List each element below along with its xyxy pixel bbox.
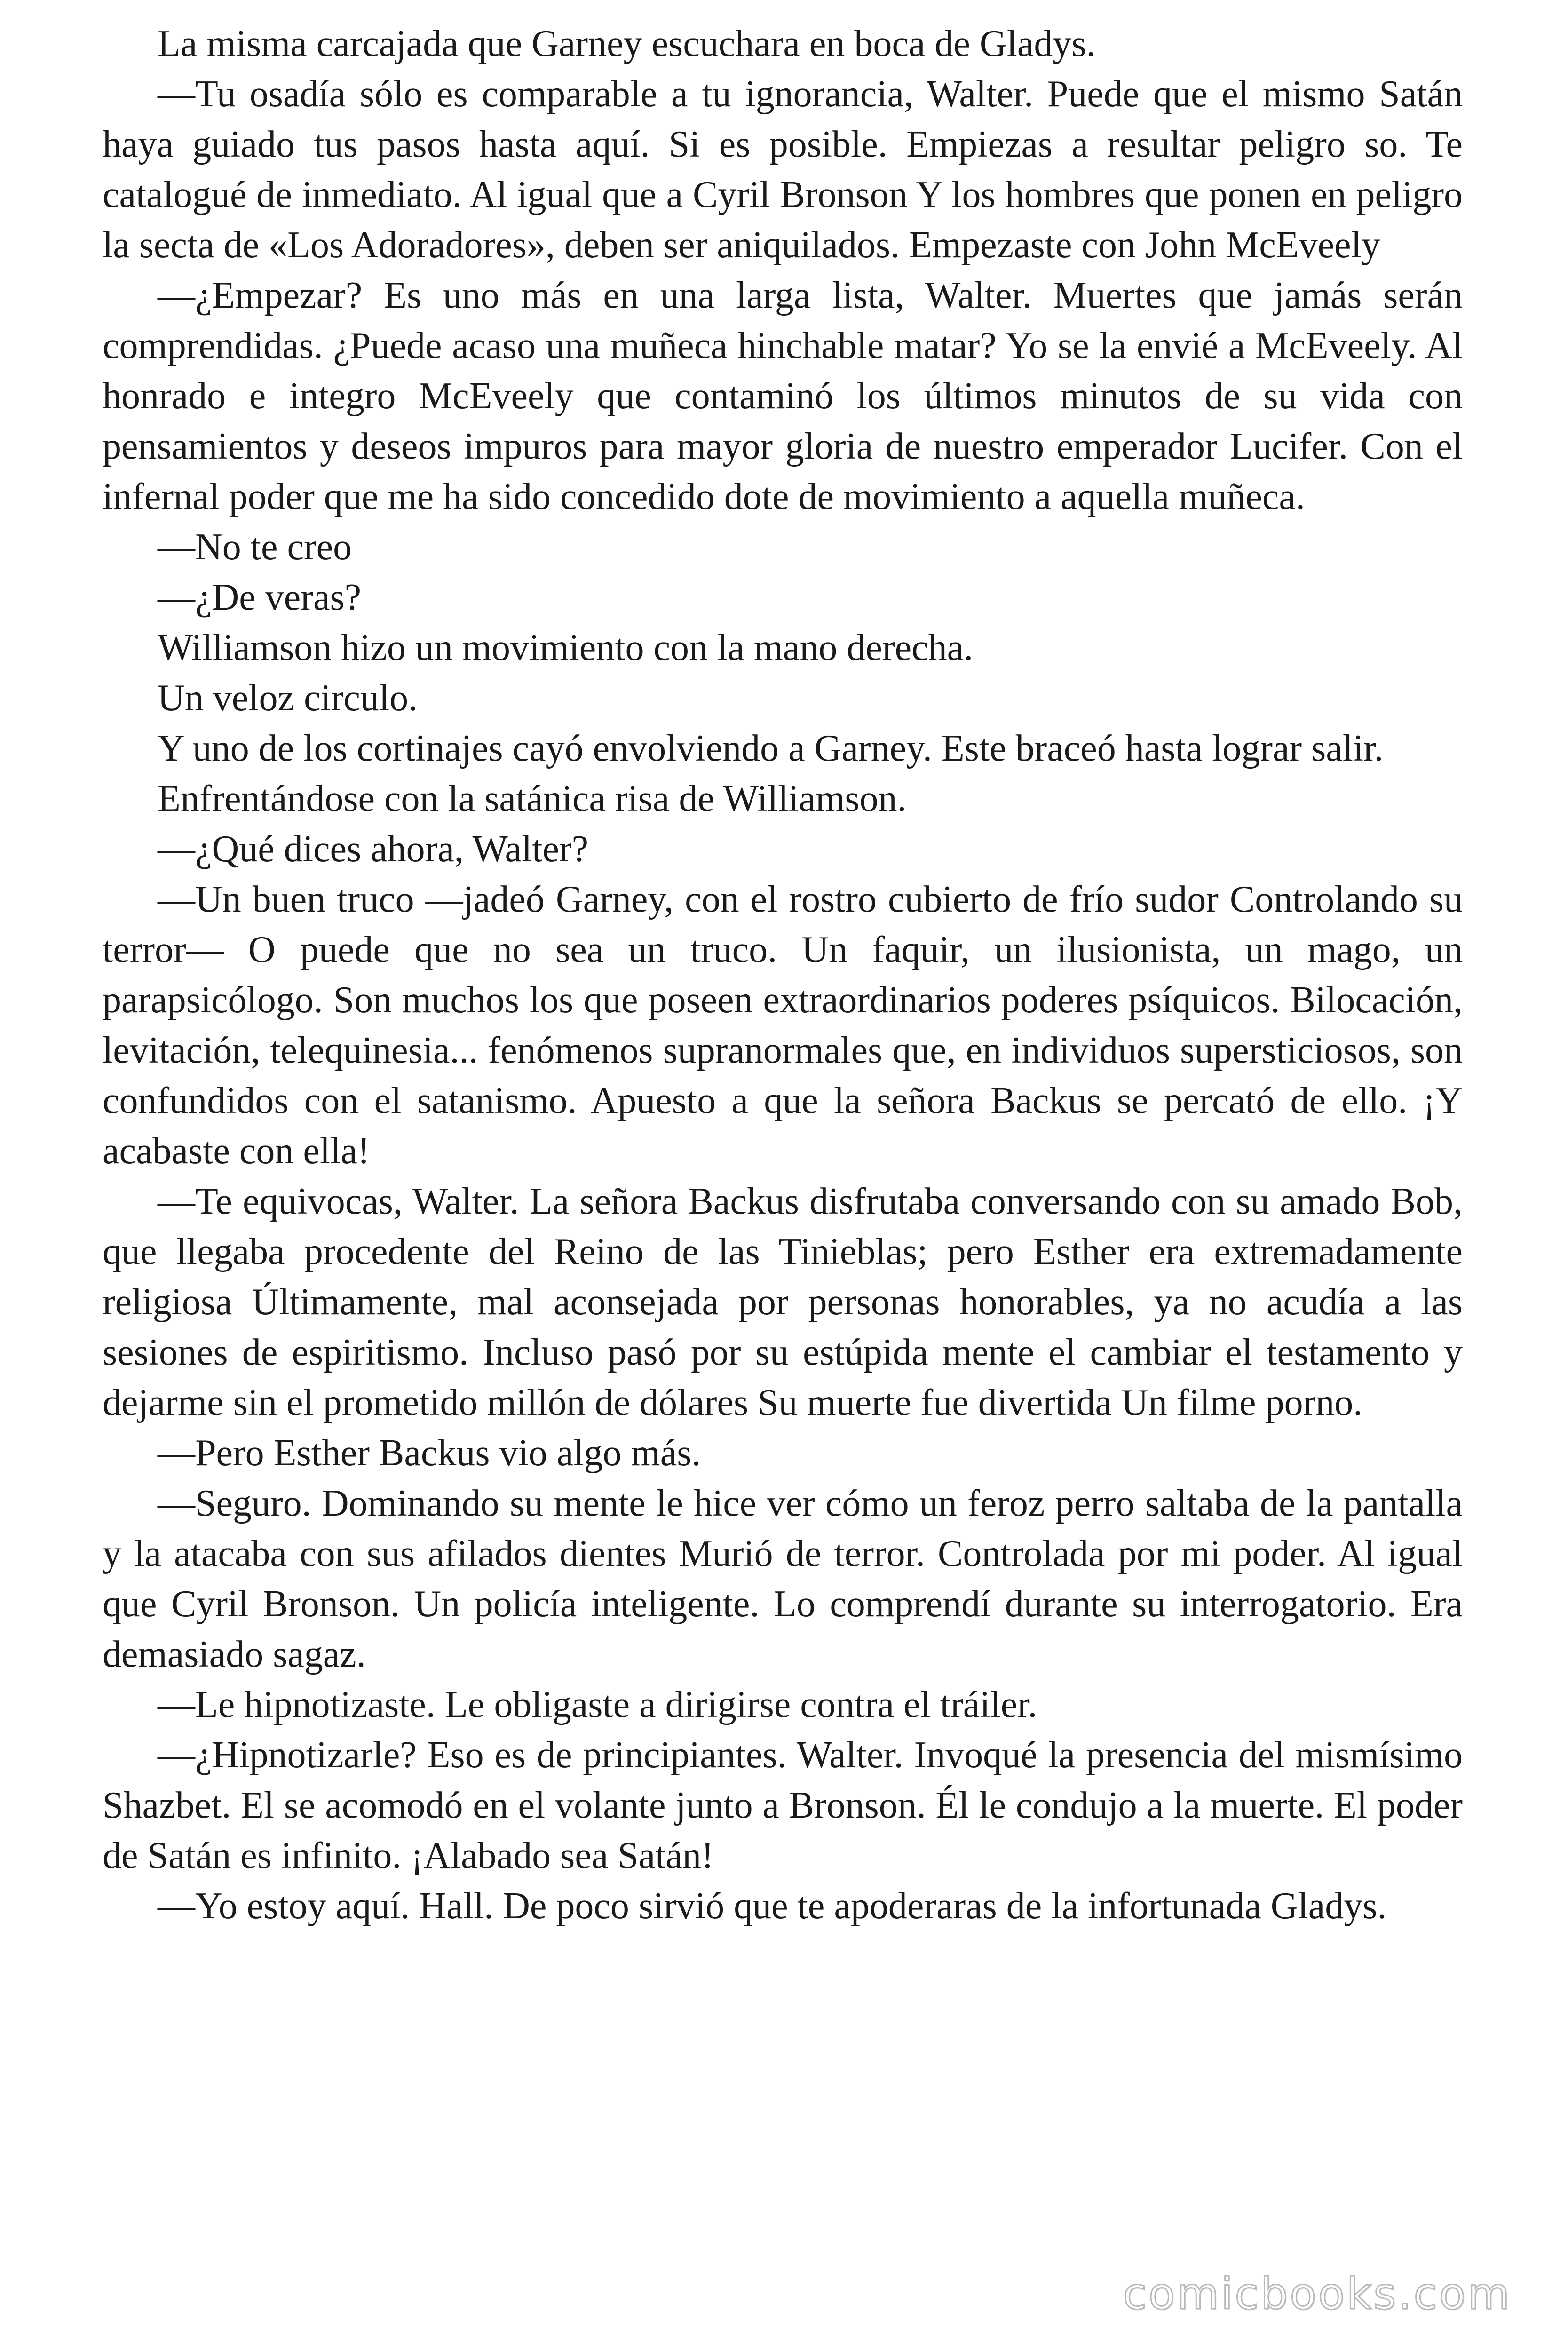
paragraph: Un veloz circulo. bbox=[158, 677, 418, 719]
paragraph: —Un buen truco —jadeó Garney, con el rostro cubierto de frío sudor Controlando su terror— O puede que no sea un truco. Un faquir, un ilusionista, un mago, un parapsicólogo. Son muchos los que poseen extraordinarios poderes psíquicos. Bilocación, levitación, telequinesia... fenómenos supranormales que, en individuos supersticiosos, son confundidos con el satanismo. Apuesto a que la señora Backus se percató de ello. ¡Y acabaste con ella! bbox=[103, 879, 1463, 1172]
watermark: comicbooks.com bbox=[1123, 2269, 1512, 2319]
book-page-text bbox=[103, 19, 1463, 1931]
paragraph: —No te creo bbox=[158, 526, 352, 568]
paragraph: —¿Empezar? Es uno más en una larga lista, Walter. Muertes que jamás serán comprendidas. ¿Puede acaso una muñeca hinchable matar? Yo se la envié a McEveely. Al honrado e integro McEveely que contaminó los últimos minutos de su vida con pensamientos y deseos impuros para mayor gloria de nuestro emperador Lucifer. Con el infernal poder que me ha sido concedido dote de movimiento a aquella muñeca. bbox=[103, 275, 1463, 517]
paragraph: La misma carcajada que Garney escuchara en boca de Gladys. bbox=[158, 23, 1096, 64]
paragraph: —¿Qué dices ahora, Walter? bbox=[158, 828, 589, 870]
paragraph: —Seguro. Dominando su mente le hice ver cómo un feroz perro saltaba de la pantalla y la atacaba con sus afilados dientes Murió de terror. Controlada por mi poder. Al igual que Cyril Bronson. Un policía inteligente. Lo comprendí durante su interrogatorio. Era demasiado sagaz. bbox=[103, 1483, 1463, 1675]
paragraph: Y uno de los cortinajes cayó envolviendo a Garney. Este braceó hasta lograr salir. bbox=[158, 728, 1384, 769]
paragraph: Williamson hizo un movimiento con la mano derecha. bbox=[158, 627, 974, 668]
paragraph: —Tu osadía sólo es comparable a tu ignorancia, Walter. Puede que el mismo Satán haya guiado tus pasos hasta aquí. Si es posible. Empiezas a resultar peligro so. Te catalogué de inmediato. Al igual que a Cyril Bronson Y los hombres que ponen en peligro la secta de «Los Adoradores», deben ser aniquilados. Empezaste con John McEveely bbox=[103, 73, 1463, 266]
paragraph: —Le hipnotizaste. Le obligaste a dirigirse contra el tráiler. bbox=[158, 1684, 1037, 1725]
paragraph: Enfrentándose con la satánica risa de Williamson. bbox=[158, 778, 907, 819]
paragraph: —Te equivocas, Walter. La señora Backus disfrutaba conversando con su amado Bob, que llegaba procedente del Reino de las Tinieblas; pero Esther era extremadamente religiosa Últimamente, mal aconsejada por personas honorables, ya no acudía a las sesiones de espiritismo. Incluso pasó por su estúpida mente el cambiar el testamento y dejarme sin el prometido millón de dólares Su muerte fue divertida Un filme porno. bbox=[103, 1181, 1463, 1423]
paragraph: —Yo estoy aquí. Hall. De poco sirvió que te apoderaras de la infortunada Gladys. bbox=[158, 1885, 1387, 1927]
paragraph: —¿De veras? bbox=[158, 577, 362, 618]
paragraph: —¿Hipnotizarle? Eso es de principiantes. Walter. Invoqué la presencia del mismísimo Shazbet. El se acomodó en el volante junto a Bronson. Él le condujo a la muerte. El poder de Satán es infinito. ¡Alabado sea Satán! bbox=[103, 1734, 1463, 1876]
paragraph: —Pero Esther Backus vio algo más. bbox=[158, 1432, 701, 1474]
